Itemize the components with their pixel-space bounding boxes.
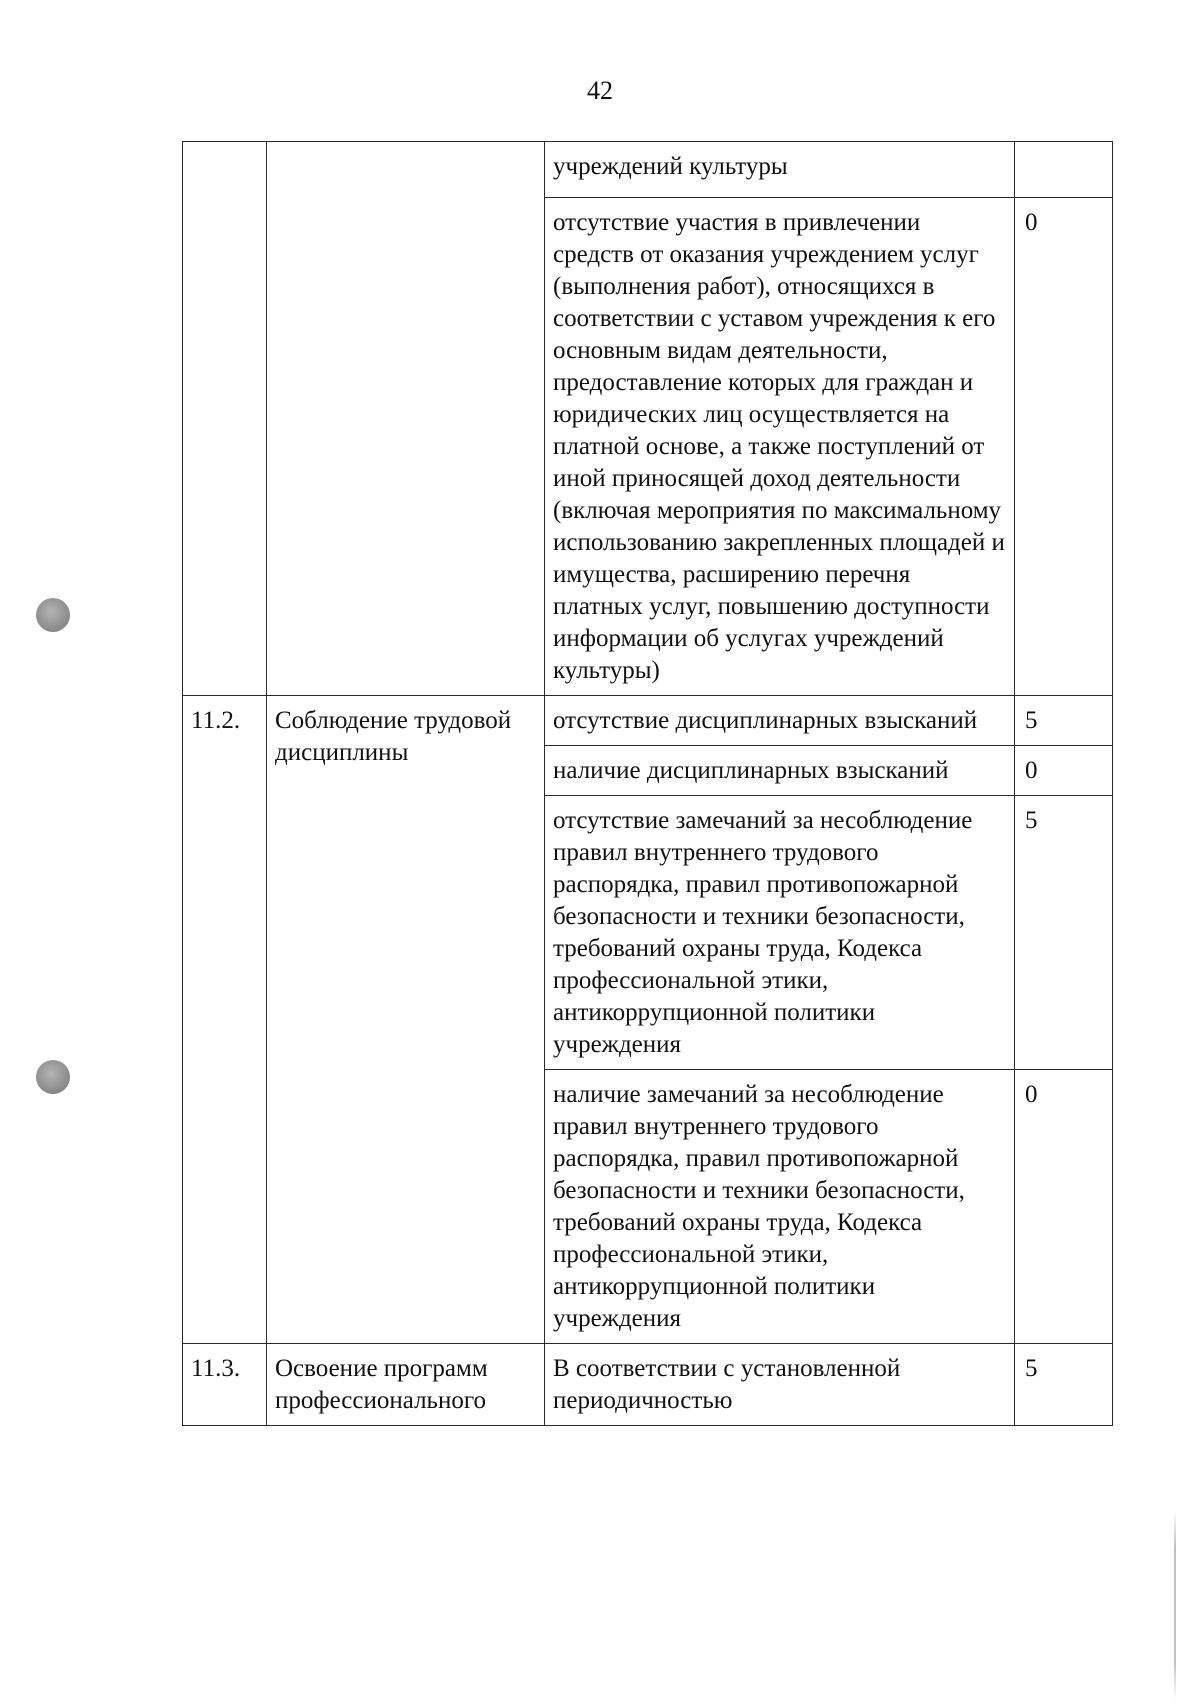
score-value: 0 — [1025, 1081, 1038, 1108]
criterion-text: учреждений культуры — [553, 153, 788, 180]
indicator-text: Соблюдение трудовой дисциплины — [275, 707, 512, 766]
indicator-cell — [267, 696, 545, 1344]
score-cell — [1015, 1344, 1113, 1426]
criterion-text: наличие дисциплинарных взысканий — [553, 757, 949, 784]
criterion-text: отсутствие участия в привлечении средств от оказания учреждением услуг (выполнения работ), относящихся в соответствии с уставом учреждения к его основным видам деятельности, предоставление которых для граждан и юридических лиц осуществляется на платной основе, а также поступлений от иной приносящей доход деятельности (включая мероприятия по максимальному использованию закрепленных площадей и имущества, расширению перечня платных услуг, повышению доступности информации об услугах учреждений культуры) — [553, 209, 1005, 684]
score-cell — [1015, 746, 1113, 796]
score-cell — [1015, 142, 1113, 198]
score-value: 5 — [1025, 807, 1038, 834]
criterion-cell — [545, 198, 1015, 696]
score-cell — [1015, 198, 1113, 696]
item-number: 11.2. — [191, 707, 241, 734]
item-number-cell — [183, 142, 267, 696]
score-cell — [1015, 1070, 1113, 1344]
criterion-text: В соответствии с установленной периодичностью — [553, 1355, 901, 1414]
indicator-cell — [267, 142, 545, 696]
item-number-cell — [183, 1344, 267, 1426]
item-number-cell — [183, 696, 267, 1344]
score-value: 0 — [1025, 209, 1038, 236]
score-value: 5 — [1025, 707, 1038, 734]
criterion-cell — [545, 142, 1015, 198]
indicator-cell — [267, 1344, 545, 1426]
table-row — [183, 142, 1113, 198]
table-row — [183, 1344, 1113, 1426]
criterion-cell — [545, 1344, 1015, 1426]
criterion-text: отсутствие дисциплинарных взысканий — [553, 707, 978, 734]
criterion-text: отсутствие замечаний за несоблюдение правил внутреннего трудового распорядка, правил противопожарной безопасности и техники безопасности, требований охраны труда, Кодекса профессиональной этики, антикоррупционной политики учреждения — [553, 807, 973, 1058]
criterion-text: наличие замечаний за несоблюдение правил внутреннего трудового распорядка, правил противопожарной безопасности и техники безопасности, требований охраны труда, Кодекса профессиональной этики, антикоррупционной политики учреждения — [553, 1081, 965, 1332]
indicator-text: Освоение программ профессионального — [275, 1355, 488, 1414]
item-number: 11.3. — [191, 1355, 241, 1382]
score-cell — [1015, 796, 1113, 1070]
criteria-table — [182, 141, 1113, 1426]
punch-hole-upper — [36, 598, 70, 632]
criterion-cell — [545, 796, 1015, 1070]
score-cell — [1015, 696, 1113, 746]
score-value: 0 — [1025, 757, 1038, 784]
punch-hole-lower — [36, 1060, 70, 1094]
score-value: 5 — [1025, 1355, 1038, 1382]
criterion-cell — [545, 1070, 1015, 1344]
page-number: 42 — [587, 76, 613, 105]
table-row — [183, 696, 1113, 746]
criterion-cell — [545, 746, 1015, 796]
scan-edge-line — [1174, 1510, 1176, 1700]
criterion-cell — [545, 696, 1015, 746]
